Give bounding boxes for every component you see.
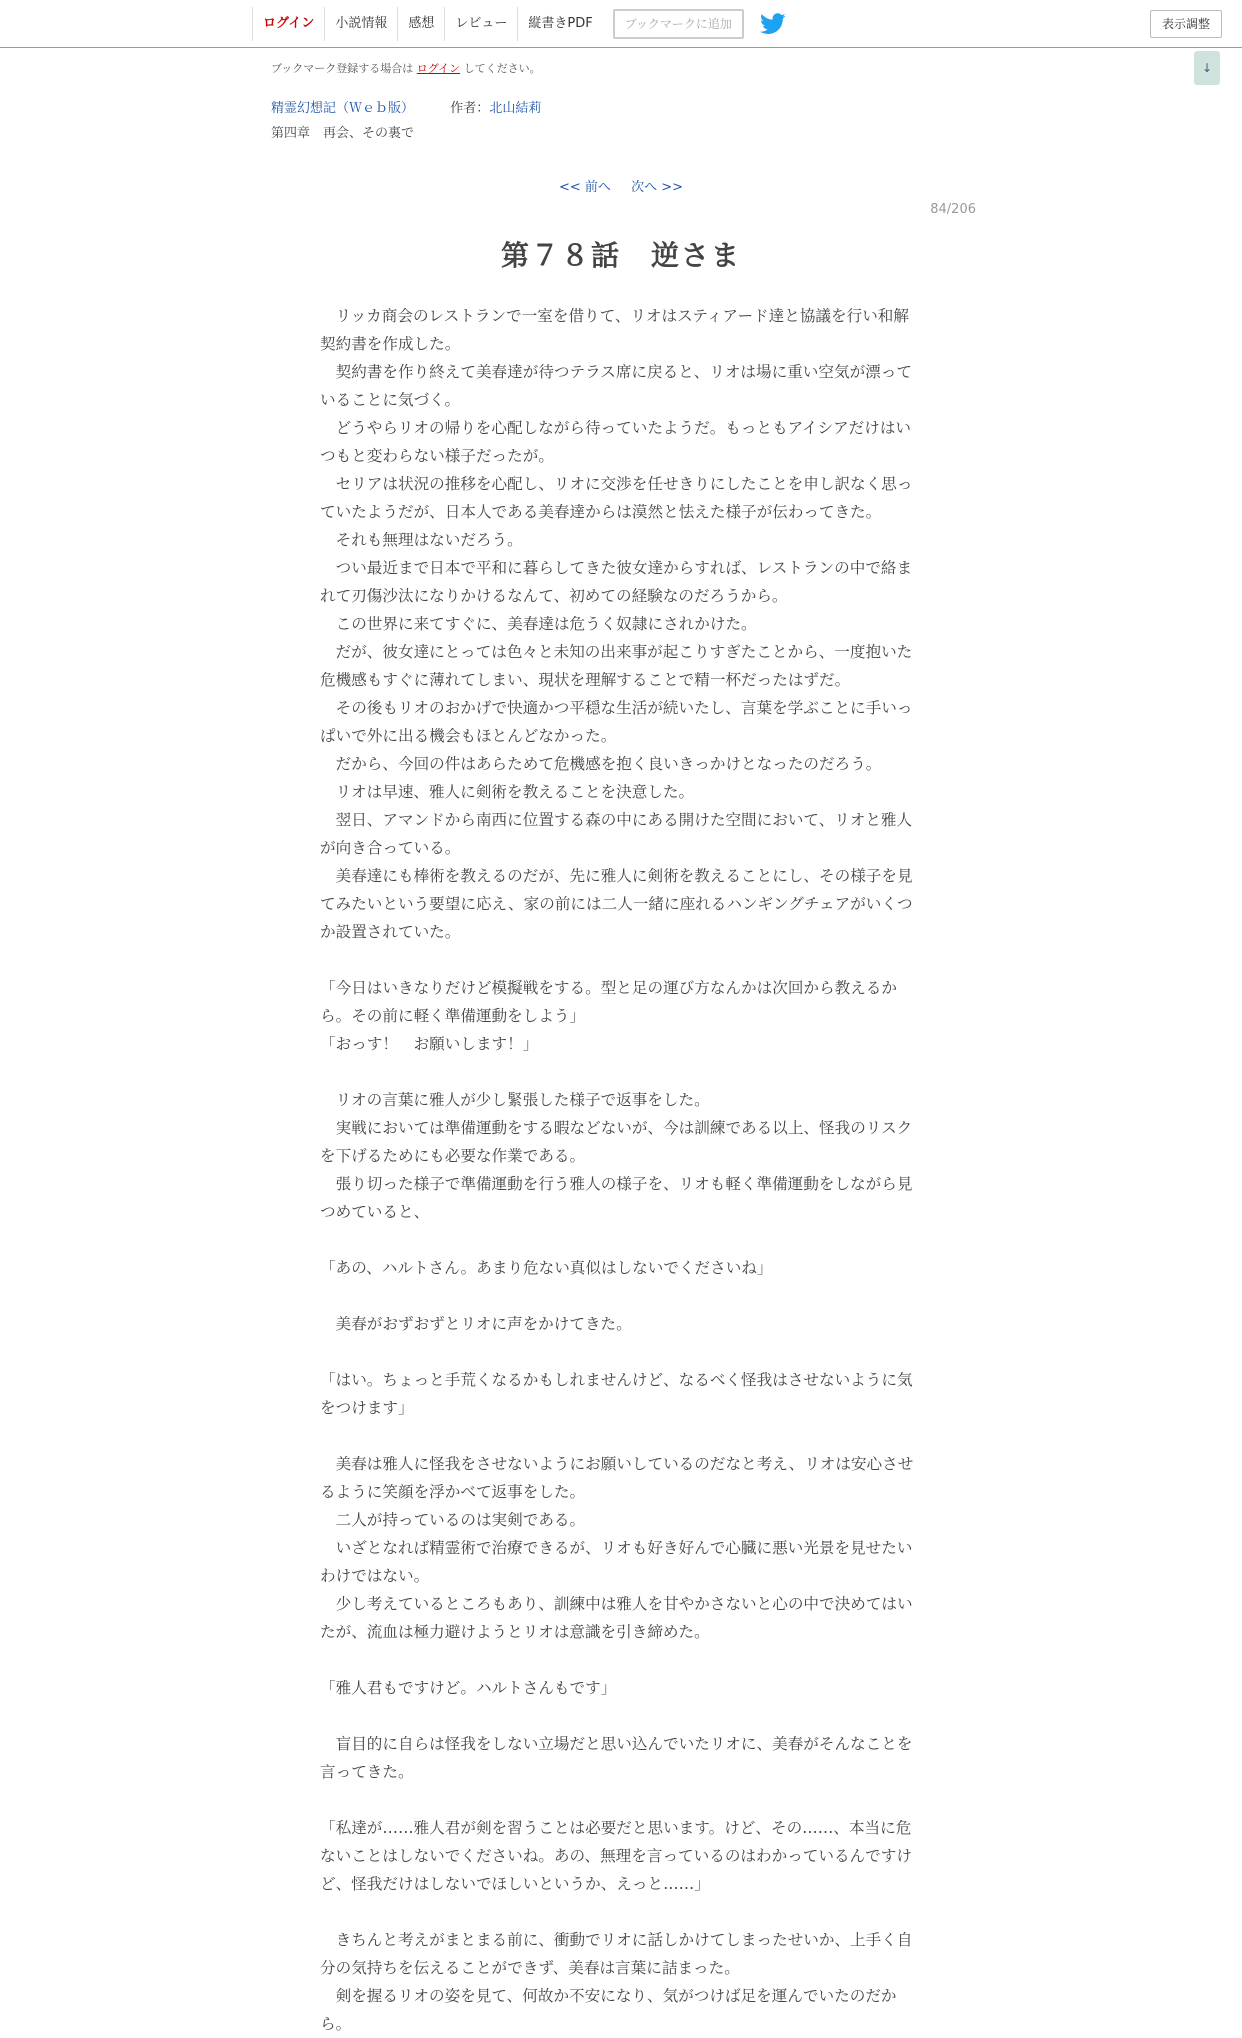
bookmark-note-login-link[interactable]: ログイン	[416, 62, 461, 75]
pager	[0, 176, 1242, 195]
novel-paragraph	[320, 1702, 920, 1730]
chapter-title: 第四章 再会、その裏で	[271, 126, 415, 141]
novel-paragraph: 「はい。ちょっと手荒くなるかもしれませんけど、なるべく怪我はさせないように気をつけます」	[320, 1371, 913, 1417]
novel-paragraph: それも無理はないだろう。	[320, 531, 523, 549]
novel-paragraph: この世界に来てすぐに、美春達は危うく奴隷にされかけた。	[320, 615, 757, 633]
arrow-down-icon: ↓	[1201, 61, 1213, 75]
review-link[interactable]: レビュー	[445, 7, 518, 41]
novel-paragraph: リオは早速、雅人に剣術を教えることを決意した。	[320, 783, 695, 801]
novel-paragraph: 「おっす！ お願いします！」	[320, 1035, 539, 1053]
novel-paragraph: 「あの、ハルトさん。あまり危ない真似はしないでくださいね」	[320, 1259, 773, 1277]
novel-paragraph: リオの言葉に雅人が少し緊張した様子で返事をした。	[320, 1091, 710, 1109]
novel-paragraph: 「雅人君もですけど。ハルトさんもです」	[320, 1679, 617, 1697]
novel-paragraph	[320, 1338, 920, 1366]
novel-paragraph: いざとなれば精霊術で治療できるが、リオも好き好んで心臓に悪い光景を見せたいわけではない。	[320, 1539, 913, 1585]
novel-paragraph: 二人が持っているのは実剣である。	[320, 1511, 586, 1529]
novel-paragraph: 「今日はいきなりだけど模擬戦をする。型と足の運び方なんかは次回から教えるから。その前に軽く準備運動をしよう」	[320, 979, 897, 1025]
bookmark-note-prefix: ブックマーク登録する場合は	[271, 62, 414, 75]
novel-paragraph: 「私達が……雅人君が剣を習うことは必要だと思います。けど、その……、本当に危ないことはしないでくださいね。あの、無理を言っているのはわかっているんですけど、怪我だけはしないでほしいというか、えっと……」	[320, 1819, 912, 1893]
novel-paragraph	[320, 1226, 920, 1254]
novel-paragraph	[320, 946, 920, 974]
novel-paragraph: 美春達にも棒術を教えるのだが、先に雅人に剣術を教えることにし、その様子を見てみたいという要望に応え、家の前には二人一緒に座れるハンギングチェアがいくつか設置されていた。	[320, 867, 913, 941]
novel-paragraph: 契約書を作り終えて美春達が待つテラス席に戻ると、リオは場に重い空気が漂っていることに気づく。	[320, 363, 912, 409]
prev-page-link[interactable]: << 前へ	[559, 180, 611, 195]
novel-paragraph	[320, 1898, 920, 1926]
nav-menu	[252, 7, 786, 41]
novel-paragraph: 翌日、アマンドから南西に位置する森の中にある開けた空間において、リオと雅人が向き合っている。	[320, 811, 913, 857]
novel-paragraph: 美春がおずおずとリオに声をかけてきた。	[320, 1315, 632, 1333]
next-page-link[interactable]: 次へ >>	[631, 180, 683, 195]
add-bookmark-button[interactable]: ブックマークに追加	[613, 9, 744, 39]
novel-info-link[interactable]: 小説情報	[325, 7, 398, 41]
top-navigation-bar	[0, 0, 1242, 48]
bookmark-note-suffix: してください。	[463, 62, 541, 75]
novel-paragraph: 美春は雅人に怪我をさせないようにお願いしているのだなと考え、リオは安心させるように笑顔を浮かべて返事をした。	[320, 1455, 914, 1501]
novel-paragraph: リッカ商会のレストランで一室を借りて、リオはスティアード達と協議を行い和解契約書を作成した。	[320, 307, 909, 353]
novel-paragraph: 実戦においては準備運動をする暇などないが、今は訓練である以上、怪我のリスクを下げるためにも必要な作業である。	[320, 1119, 913, 1165]
author-label: 作者：	[450, 101, 490, 116]
novel-paragraph: つい最近まで日本で平和に暮らしてきた彼女達からすれば、レストランの中で絡まれて刃傷沙汰になりかけるなんて、初めての経験なのだろうから。	[320, 559, 913, 605]
display-settings-button[interactable]: 表示調整	[1150, 10, 1222, 38]
novel-paragraph: 少し考えているところもあり、訓練中は雅人を甘やかさないと心の中で決めてはいたが、流血は極力避けようとリオは意識を引き締めた。	[320, 1595, 913, 1641]
novel-paragraph	[320, 1282, 920, 1310]
novel-paragraph	[320, 1786, 920, 1814]
vertical-pdf-link[interactable]: 縦書きPDF	[528, 16, 593, 31]
twitter-bird-icon[interactable]	[760, 13, 786, 35]
novel-paragraph	[320, 1646, 920, 1674]
novel-paragraph: その後もリオのおかげで快適かつ平穏な生活が続いたし、言葉を学ぶことに手いっぱいで外に出る機会もほとんどなかった。	[320, 699, 913, 745]
login-link[interactable]: ログイン	[252, 7, 325, 41]
author-link[interactable]: 北山結莉	[489, 101, 542, 116]
bookmark-note	[271, 60, 541, 76]
novel-paragraph: 盲目的に自らは怪我をしない立場だと思い込んでいたリオに、美春がそんなことを言ってきた。	[320, 1735, 913, 1781]
novel-paragraph: だから、今回の件はあらためて危機感を抱く良いきっかけとなったのだろう。	[320, 755, 882, 773]
novel-paragraph	[320, 1422, 920, 1450]
work-info	[271, 97, 541, 116]
novel-paragraph: 剣を握るリオの姿を見て、何故か不安になり、気がつけば足を運んでいたのだから。	[320, 1987, 897, 2033]
episode-title: 第７８話 逆さま	[500, 239, 741, 272]
novel-paragraph	[320, 1058, 920, 1086]
scroll-down-button[interactable]	[1194, 51, 1220, 85]
novel-paragraph: きちんと考えがまとまる前に、衝動でリオに話しかけてしまったせいか、上手く自分の気持ちを伝えることができず、美春は言葉に詰まった。	[320, 1931, 913, 1977]
impressions-link[interactable]: 感想	[398, 7, 445, 41]
work-title-link[interactable]: 精霊幻想記（Ｗｅｂ版）	[271, 101, 415, 116]
page-number: 84/206	[930, 202, 976, 217]
novel-paragraph: だが、彼女達にとっては色々と未知の出来事が起こりすぎたことから、一度抱いた危機感もすぐに薄れてしまい、現状を理解することで精一杯だったはずだ。	[320, 643, 913, 689]
novel-paragraph: どうやらリオの帰りを心配しながら待っていたようだ。もっともアイシアだけはいつもと変わらない様子だったが。	[320, 419, 912, 465]
novel-paragraph: 張り切った様子で準備運動を行う雅人の様子を、リオも軽く準備運動をしながら見つめていると、	[320, 1175, 913, 1221]
novel-body	[320, 302, 920, 2038]
novel-paragraph: セリアは状況の推移を心配し、リオに交渉を任せきりにしたことを申し訳なく思っていたようだが、日本人である美春達からは漠然と怯えた様子が伝わってきた。	[320, 475, 913, 521]
